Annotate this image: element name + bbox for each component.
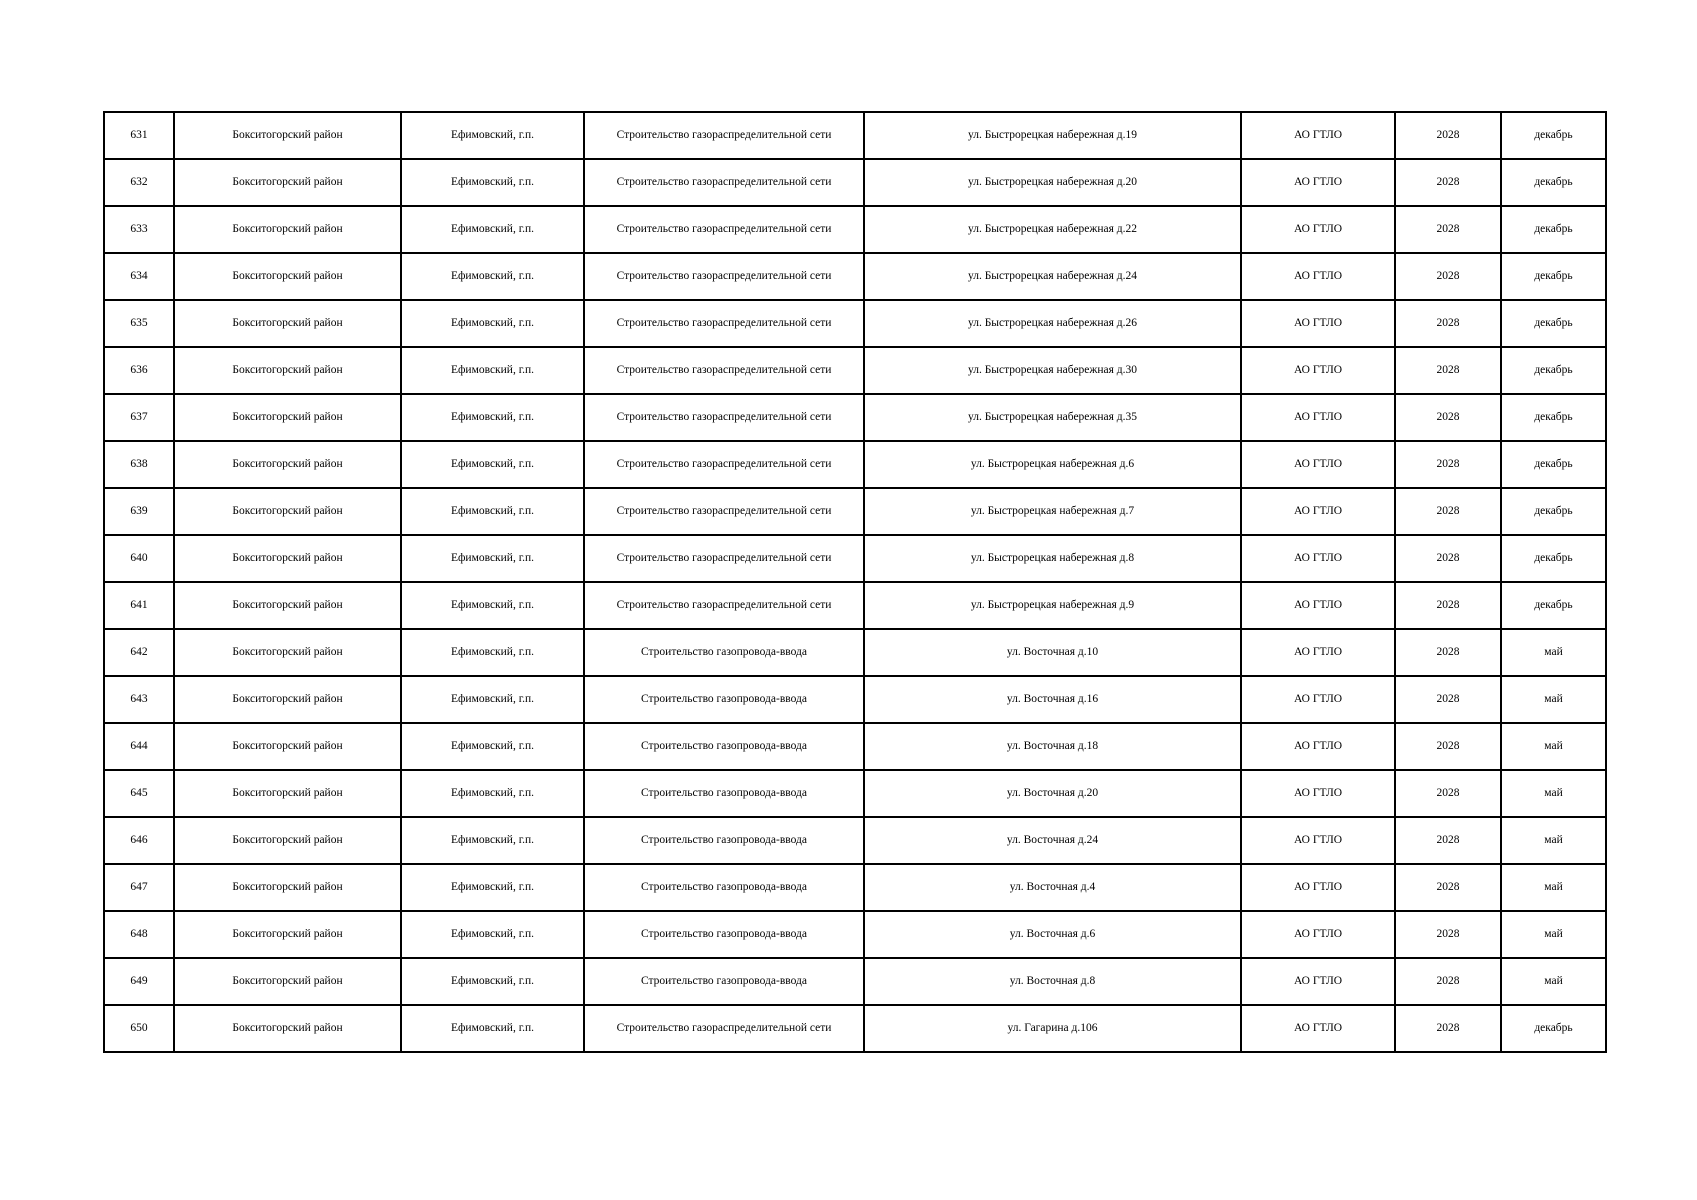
table-row xyxy=(104,770,1606,817)
district-cell: Бокситогорский район xyxy=(174,253,401,300)
settlement-cell: Ефимовский, г.п. xyxy=(401,441,584,488)
month-cell: май xyxy=(1501,817,1606,864)
work-type-cell: Строительство газопровода-ввода xyxy=(584,958,864,1005)
district-cell: Бокситогорский район xyxy=(174,770,401,817)
table-row xyxy=(104,300,1606,347)
organization-cell: АО ГТЛО xyxy=(1241,582,1395,629)
organization-cell: АО ГТЛО xyxy=(1241,488,1395,535)
district-cell: Бокситогорский район xyxy=(174,582,401,629)
address-cell: ул. Восточная д.20 xyxy=(864,770,1241,817)
table-row xyxy=(104,394,1606,441)
row-number-cell: 638 xyxy=(104,441,174,488)
year-cell: 2028 xyxy=(1395,394,1501,441)
month-cell: декабрь xyxy=(1501,253,1606,300)
work-type-cell: Строительство газопровода-ввода xyxy=(584,770,864,817)
settlement-cell: Ефимовский, г.п. xyxy=(401,629,584,676)
settlement-cell: Ефимовский, г.п. xyxy=(401,394,584,441)
table-row xyxy=(104,535,1606,582)
work-type-cell: Строительство газораспределительной сети xyxy=(584,112,864,159)
district-cell: Бокситогорский район xyxy=(174,676,401,723)
work-type-cell: Строительство газопровода-ввода xyxy=(584,817,864,864)
address-cell: ул. Быстрорецкая набережная д.35 xyxy=(864,394,1241,441)
settlement-cell: Ефимовский, г.п. xyxy=(401,582,584,629)
month-cell: декабрь xyxy=(1501,206,1606,253)
district-cell: Бокситогорский район xyxy=(174,911,401,958)
organization-cell: АО ГТЛО xyxy=(1241,911,1395,958)
district-cell: Бокситогорский район xyxy=(174,1005,401,1052)
row-number-cell: 646 xyxy=(104,817,174,864)
settlement-cell: Ефимовский, г.п. xyxy=(401,911,584,958)
organization-cell: АО ГТЛО xyxy=(1241,253,1395,300)
table-row xyxy=(104,347,1606,394)
work-type-cell: Строительство газораспределительной сети xyxy=(584,206,864,253)
month-cell: декабрь xyxy=(1501,300,1606,347)
organization-cell: АО ГТЛО xyxy=(1241,535,1395,582)
row-number-cell: 632 xyxy=(104,159,174,206)
settlement-cell: Ефимовский, г.п. xyxy=(401,206,584,253)
year-cell: 2028 xyxy=(1395,676,1501,723)
address-cell: ул. Восточная д.8 xyxy=(864,958,1241,1005)
work-type-cell: Строительство газораспределительной сети xyxy=(584,347,864,394)
district-cell: Бокситогорский район xyxy=(174,723,401,770)
settlement-cell: Ефимовский, г.п. xyxy=(401,488,584,535)
row-number-cell: 650 xyxy=(104,1005,174,1052)
organization-cell: АО ГТЛО xyxy=(1241,629,1395,676)
table-row xyxy=(104,723,1606,770)
organization-cell: АО ГТЛО xyxy=(1241,817,1395,864)
row-number-cell: 640 xyxy=(104,535,174,582)
work-type-cell: Строительство газопровода-ввода xyxy=(584,864,864,911)
row-number-cell: 644 xyxy=(104,723,174,770)
year-cell: 2028 xyxy=(1395,723,1501,770)
district-cell: Бокситогорский район xyxy=(174,394,401,441)
row-number-cell: 637 xyxy=(104,394,174,441)
address-cell: ул. Быстрорецкая набережная д.24 xyxy=(864,253,1241,300)
row-number-cell: 635 xyxy=(104,300,174,347)
year-cell: 2028 xyxy=(1395,864,1501,911)
district-cell: Бокситогорский район xyxy=(174,535,401,582)
organization-cell: АО ГТЛО xyxy=(1241,1005,1395,1052)
row-number-cell: 642 xyxy=(104,629,174,676)
work-type-cell: Строительство газопровода-ввода xyxy=(584,723,864,770)
district-cell: Бокситогорский район xyxy=(174,629,401,676)
month-cell: декабрь xyxy=(1501,347,1606,394)
table-body xyxy=(104,112,1606,1052)
month-cell: май xyxy=(1501,723,1606,770)
settlement-cell: Ефимовский, г.п. xyxy=(401,535,584,582)
district-cell: Бокситогорский район xyxy=(174,958,401,1005)
work-type-cell: Строительство газораспределительной сети xyxy=(584,159,864,206)
table-row xyxy=(104,488,1606,535)
table-row xyxy=(104,1005,1606,1052)
row-number-cell: 631 xyxy=(104,112,174,159)
address-cell: ул. Быстрорецкая набережная д.7 xyxy=(864,488,1241,535)
gasification-schedule-table xyxy=(103,111,1607,1053)
month-cell: май xyxy=(1501,629,1606,676)
address-cell: ул. Восточная д.16 xyxy=(864,676,1241,723)
settlement-cell: Ефимовский, г.п. xyxy=(401,817,584,864)
year-cell: 2028 xyxy=(1395,629,1501,676)
table-row xyxy=(104,253,1606,300)
settlement-cell: Ефимовский, г.п. xyxy=(401,1005,584,1052)
work-type-cell: Строительство газораспределительной сети xyxy=(584,394,864,441)
work-type-cell: Строительство газораспределительной сети xyxy=(584,535,864,582)
row-number-cell: 643 xyxy=(104,676,174,723)
address-cell: ул. Гагарина д.106 xyxy=(864,1005,1241,1052)
year-cell: 2028 xyxy=(1395,441,1501,488)
table-row xyxy=(104,676,1606,723)
address-cell: ул. Быстрорецкая набережная д.22 xyxy=(864,206,1241,253)
organization-cell: АО ГТЛО xyxy=(1241,159,1395,206)
table-row xyxy=(104,864,1606,911)
district-cell: Бокситогорский район xyxy=(174,817,401,864)
month-cell: декабрь xyxy=(1501,441,1606,488)
row-number-cell: 633 xyxy=(104,206,174,253)
month-cell: декабрь xyxy=(1501,535,1606,582)
month-cell: декабрь xyxy=(1501,112,1606,159)
settlement-cell: Ефимовский, г.п. xyxy=(401,770,584,817)
year-cell: 2028 xyxy=(1395,1005,1501,1052)
row-number-cell: 636 xyxy=(104,347,174,394)
year-cell: 2028 xyxy=(1395,347,1501,394)
organization-cell: АО ГТЛО xyxy=(1241,441,1395,488)
address-cell: ул. Быстрорецкая набережная д.8 xyxy=(864,535,1241,582)
organization-cell: АО ГТЛО xyxy=(1241,347,1395,394)
organization-cell: АО ГТЛО xyxy=(1241,206,1395,253)
address-cell: ул. Быстрорецкая набережная д.20 xyxy=(864,159,1241,206)
row-number-cell: 645 xyxy=(104,770,174,817)
organization-cell: АО ГТЛО xyxy=(1241,864,1395,911)
row-number-cell: 639 xyxy=(104,488,174,535)
settlement-cell: Ефимовский, г.п. xyxy=(401,958,584,1005)
month-cell: декабрь xyxy=(1501,1005,1606,1052)
row-number-cell: 641 xyxy=(104,582,174,629)
work-type-cell: Строительство газопровода-ввода xyxy=(584,676,864,723)
month-cell: май xyxy=(1501,676,1606,723)
month-cell: декабрь xyxy=(1501,394,1606,441)
district-cell: Бокситогорский район xyxy=(174,488,401,535)
address-cell: ул. Восточная д.24 xyxy=(864,817,1241,864)
settlement-cell: Ефимовский, г.п. xyxy=(401,253,584,300)
year-cell: 2028 xyxy=(1395,206,1501,253)
district-cell: Бокситогорский район xyxy=(174,112,401,159)
district-cell: Бокситогорский район xyxy=(174,864,401,911)
month-cell: декабрь xyxy=(1501,582,1606,629)
address-cell: ул. Быстрорецкая набережная д.6 xyxy=(864,441,1241,488)
work-type-cell: Строительство газораспределительной сети xyxy=(584,488,864,535)
district-cell: Бокситогорский район xyxy=(174,206,401,253)
organization-cell: АО ГТЛО xyxy=(1241,394,1395,441)
year-cell: 2028 xyxy=(1395,253,1501,300)
work-type-cell: Строительство газораспределительной сети xyxy=(584,1005,864,1052)
address-cell: ул. Быстрорецкая набережная д.19 xyxy=(864,112,1241,159)
row-number-cell: 648 xyxy=(104,911,174,958)
table-row xyxy=(104,582,1606,629)
settlement-cell: Ефимовский, г.п. xyxy=(401,300,584,347)
year-cell: 2028 xyxy=(1395,535,1501,582)
table-row xyxy=(104,441,1606,488)
year-cell: 2028 xyxy=(1395,300,1501,347)
address-cell: ул. Восточная д.10 xyxy=(864,629,1241,676)
work-type-cell: Строительство газораспределительной сети xyxy=(584,300,864,347)
year-cell: 2028 xyxy=(1395,488,1501,535)
work-type-cell: Строительство газораспределительной сети xyxy=(584,253,864,300)
address-cell: ул. Восточная д.6 xyxy=(864,911,1241,958)
district-cell: Бокситогорский район xyxy=(174,159,401,206)
district-cell: Бокситогорский район xyxy=(174,441,401,488)
year-cell: 2028 xyxy=(1395,770,1501,817)
address-cell: ул. Быстрорецкая набережная д.30 xyxy=(864,347,1241,394)
month-cell: май xyxy=(1501,864,1606,911)
address-cell: ул. Быстрорецкая набережная д.9 xyxy=(864,582,1241,629)
settlement-cell: Ефимовский, г.п. xyxy=(401,159,584,206)
organization-cell: АО ГТЛО xyxy=(1241,958,1395,1005)
settlement-cell: Ефимовский, г.п. xyxy=(401,723,584,770)
settlement-cell: Ефимовский, г.п. xyxy=(401,112,584,159)
work-type-cell: Строительство газораспределительной сети xyxy=(584,441,864,488)
month-cell: декабрь xyxy=(1501,488,1606,535)
row-number-cell: 647 xyxy=(104,864,174,911)
month-cell: май xyxy=(1501,911,1606,958)
settlement-cell: Ефимовский, г.п. xyxy=(401,347,584,394)
row-number-cell: 634 xyxy=(104,253,174,300)
settlement-cell: Ефимовский, г.п. xyxy=(401,676,584,723)
organization-cell: АО ГТЛО xyxy=(1241,676,1395,723)
work-type-cell: Строительство газораспределительной сети xyxy=(584,582,864,629)
row-number-cell: 649 xyxy=(104,958,174,1005)
month-cell: май xyxy=(1501,770,1606,817)
work-type-cell: Строительство газопровода-ввода xyxy=(584,911,864,958)
table-row xyxy=(104,817,1606,864)
organization-cell: АО ГТЛО xyxy=(1241,300,1395,347)
organization-cell: АО ГТЛО xyxy=(1241,112,1395,159)
year-cell: 2028 xyxy=(1395,958,1501,1005)
table-row xyxy=(104,159,1606,206)
year-cell: 2028 xyxy=(1395,159,1501,206)
table-row xyxy=(104,206,1606,253)
month-cell: декабрь xyxy=(1501,159,1606,206)
district-cell: Бокситогорский район xyxy=(174,300,401,347)
district-cell: Бокситогорский район xyxy=(174,347,401,394)
organization-cell: АО ГТЛО xyxy=(1241,723,1395,770)
table-row xyxy=(104,958,1606,1005)
table-row xyxy=(104,911,1606,958)
address-cell: ул. Быстрорецкая набережная д.26 xyxy=(864,300,1241,347)
year-cell: 2028 xyxy=(1395,582,1501,629)
address-cell: ул. Восточная д.18 xyxy=(864,723,1241,770)
settlement-cell: Ефимовский, г.п. xyxy=(401,864,584,911)
organization-cell: АО ГТЛО xyxy=(1241,770,1395,817)
table-row xyxy=(104,629,1606,676)
address-cell: ул. Восточная д.4 xyxy=(864,864,1241,911)
year-cell: 2028 xyxy=(1395,112,1501,159)
year-cell: 2028 xyxy=(1395,911,1501,958)
work-type-cell: Строительство газопровода-ввода xyxy=(584,629,864,676)
year-cell: 2028 xyxy=(1395,817,1501,864)
month-cell: май xyxy=(1501,958,1606,1005)
table-row xyxy=(104,112,1606,159)
